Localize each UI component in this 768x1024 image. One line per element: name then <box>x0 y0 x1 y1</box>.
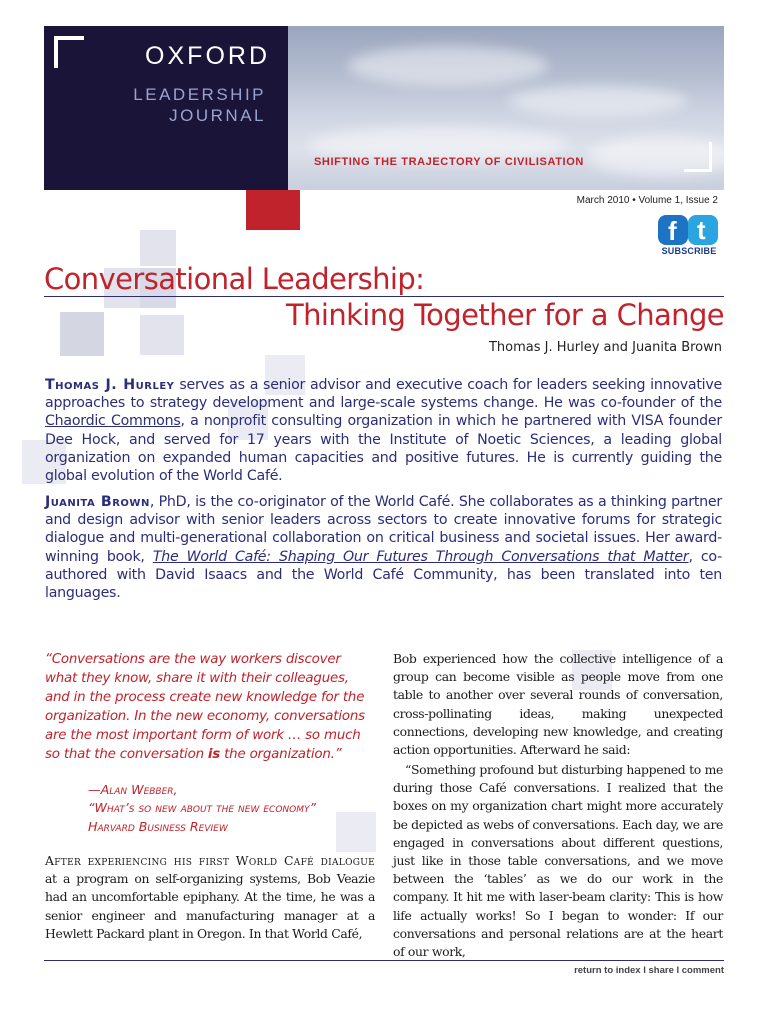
article-title-line-1: Conversational Leadership: <box>44 262 425 296</box>
twitter-glyph: t <box>697 215 706 245</box>
quote-attribution-article: “What’s so new about the new economy” <box>88 800 317 815</box>
red-accent-block <box>246 190 300 230</box>
bio-text: , co-authored with David Isaacs and the World Café Community, has been translated into ten languages. <box>45 548 722 602</box>
footer-divider <box>44 960 724 961</box>
bio-text: , PhD, is the co-originator of the World Café. She collaborates as a thinking partner and design advisor with senior leaders across sectors to create innovative forums for strategic dialogue and multi-generational collaboration on critical business and societal issues. Her award-winning book, <box>45 494 722 565</box>
subscribe-link[interactable]: SUBSCRIBE <box>661 246 717 256</box>
twitter-icon[interactable] <box>688 215 718 245</box>
body-column-left <box>45 852 375 943</box>
decor-square <box>140 230 176 266</box>
article-authors: Thomas J. Hurley and Juanita Brown <box>488 340 722 355</box>
masthead-tagline: SHIFTING THE TRAJECTORY OF CIVILISATION <box>314 156 584 168</box>
lead-in: After experiencing his first World Café dialogue <box>45 853 375 868</box>
quote-attribution-source: Harvard Business Review <box>88 819 228 834</box>
quote-emphasis: is <box>207 747 221 762</box>
bio-text: , a nonprofit consulting organization in which he partnered with VISA founder Dee Hock, and served for 17 years with the Institute of Noetic Sciences, a leading global organization on expanded human capacities and positive futures. He is currently guiding the global evolution of the World Café. <box>45 413 722 485</box>
chaordic-commons-link[interactable]: Chaordic Commons <box>45 413 181 430</box>
world-cafe-book-link[interactable]: The World Café: Shaping Our Futures Through Conversations that Matter <box>152 548 689 565</box>
corner-bracket-icon <box>684 142 712 172</box>
footer-nav[interactable]: return to index l share l comment <box>574 965 724 976</box>
author-bio-hurley <box>45 376 722 485</box>
title-divider <box>44 296 724 297</box>
journal-brand-name: OXFORD <box>145 42 270 70</box>
quote-text: “Conversations are the way workers discover what they know, share it with their colleagues, and in the process create new knowledge for the organization. In the new economy, conversations are the most important form of work … so much so that the conversation <box>45 652 365 762</box>
decor-square <box>140 315 184 355</box>
journal-brand-line-2: JOURNAL <box>169 106 266 125</box>
quote-attribution-author: —Alan Webber, <box>88 782 178 797</box>
decor-square <box>336 812 376 852</box>
author-name: Thomas J. Hurley <box>45 377 175 393</box>
body-column-right-paragraph-2: “Something profound but disturbing happened to me during those Café conversations. I realized that the boxes on my organization chart might more accurately be depicted as webs of conversations. Each day, we are engaged in conversations about different questions, just like in those table conversations, and we move between the ‘tables’ as we do our work in the company. It hit me with laser-beam clarity: This is how life actually works! So I began to wonder: If our conversations and personal relations are at the heart of our work, <box>393 762 723 960</box>
body-column-right-paragraph-1: Bob experienced how the collective intelligence of a group can become visible as people move from one table to another over several rounds of conversation, cross-pollinating ideas, making unexpected connections, developing new knowledge, and creating action opportunities. Afterward he said: <box>393 651 723 758</box>
author-name: Juanita Brown <box>45 494 150 510</box>
quote-text: the organization.” <box>220 747 342 762</box>
decor-square <box>60 312 104 356</box>
body-text: at a program on self-organizing systems, Bob Veazie had an uncomfortable epiphany. At the time, he was a senior engineer and manufacturing manager at a Hewlett Packard plant in Oregon. In that World Café, <box>45 871 375 941</box>
bio-text: serves as a senior advisor and executive coach for leaders seeking innovative approaches to strategy development and large-scale systems change. He was co-founder of the <box>45 377 722 412</box>
facebook-glyph: f <box>668 216 677 246</box>
journal-brand-line-1: LEADERSHIP <box>133 85 266 104</box>
corner-bracket-icon <box>54 36 84 68</box>
facebook-icon[interactable] <box>658 215 688 245</box>
author-bio-brown <box>45 493 722 602</box>
article-title-line-2: Thinking Together for a Change <box>285 298 724 332</box>
issue-info: March 2010 • Volume 1, Issue 2 <box>576 195 718 206</box>
pull-quote <box>45 650 375 764</box>
